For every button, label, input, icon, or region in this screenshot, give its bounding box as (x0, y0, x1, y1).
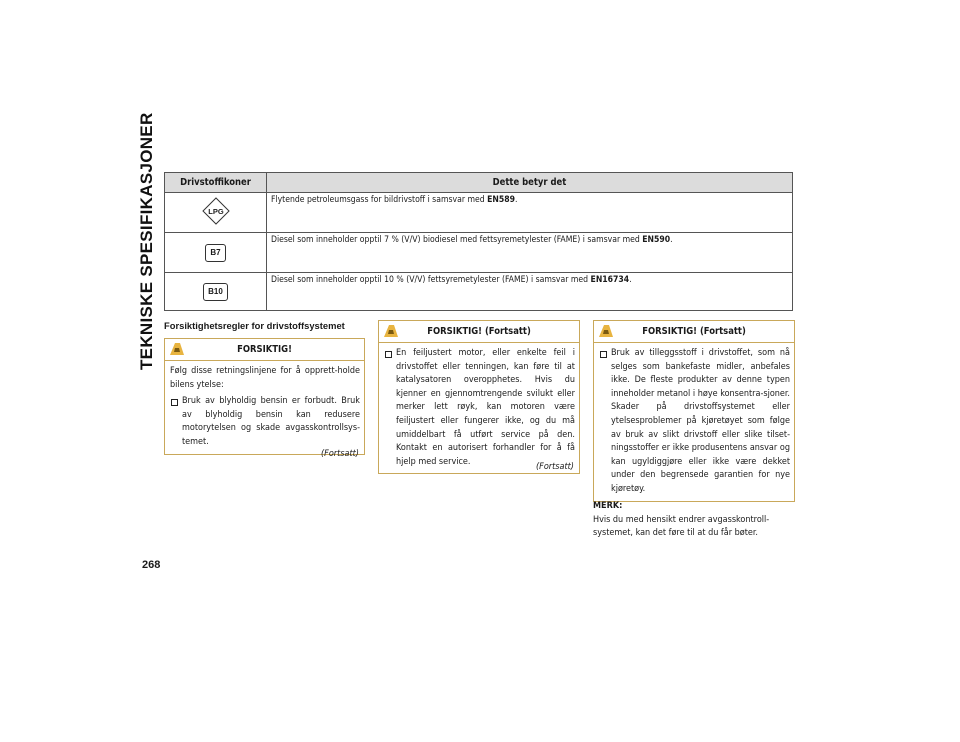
warning-car-icon (169, 342, 185, 356)
fuel-description-suffix: . (515, 195, 518, 205)
note-text: Hvis du med hensikt endrer avgasskontroll-systemet, kan det føre til at du får bøter. (593, 514, 770, 539)
fuel-icon-cell (165, 193, 267, 233)
caution-body (165, 361, 364, 454)
fuel-description (267, 233, 793, 273)
lpg-icon-label: LPG (207, 207, 224, 216)
fuel-description-suffix: . (670, 235, 673, 245)
continued-label: (Fortsatt) (321, 449, 359, 459)
caution-header (379, 321, 579, 343)
table-header-meaning: Dette betyr det (267, 173, 793, 193)
fuel-description-text: Diesel som inneholder opptil 10 % (V/V) fettsyremetylester (FAME) i samsvar med (271, 275, 591, 285)
table-header-row (165, 173, 793, 193)
fuel-description-text: Diesel som inneholder opptil 7 % (V/V) biodiesel med fettsyremetylester (FAME) i samsvar med (271, 235, 643, 245)
caution-body (594, 343, 794, 501)
table-header-icons: Drivstoffikoner (165, 173, 267, 193)
fuel-standard: EN16734 (590, 275, 630, 285)
caution-bullet-text: En feiljustert motor, eller enkelte feil i drivstoffet eller tenningen, kan føre til at katalysatoren overopphetes. Hvis du kjenner en gjennomtrengende svilukt eller merker lett røyk, kan motoren være feiljustert eller fungerer ikke, og du må umiddelbart få utført service på den. Kontakt en autorisert forhandler for å få hjelp med service. (396, 348, 575, 467)
page-number: 268 (142, 559, 161, 571)
table-row (165, 233, 793, 273)
continued-label: (Fortsatt) (536, 462, 574, 472)
fuel-description (267, 273, 793, 311)
table-row (165, 273, 793, 311)
caution-box-3 (593, 320, 795, 502)
fuel-description (267, 193, 793, 233)
caution-body (379, 343, 579, 473)
fuel-icon-cell (165, 233, 267, 273)
bullet-box-icon (600, 351, 607, 358)
caution-bullet (384, 347, 575, 469)
fuel-icon-cell (165, 273, 267, 311)
caution-bullet (599, 347, 790, 497)
note-title: MERK: (593, 501, 623, 511)
caution-title: FORSIKTIG! (Fortsatt) (427, 326, 531, 337)
caution-bullet-text: Bruk av blyholdig bensin er forbudt. Bruk av blyholdig bensin kan redusere motorytelsen og skade avgasskontrollsys-temet. (182, 396, 360, 447)
lpg-diamond-icon (202, 197, 230, 225)
table-row (165, 193, 793, 233)
caution-title: FORSIKTIG! (Fortsatt) (642, 326, 746, 337)
section-heading: Forsiktighetsregler for drivstoffsystemet (164, 320, 345, 331)
fuel-standard: EN590 (642, 235, 671, 245)
bullet-box-icon (385, 351, 392, 358)
bullet-box-icon (171, 399, 178, 406)
note-block (593, 500, 793, 541)
b10-fuel-icon: B10 (203, 283, 228, 301)
section-side-title: TEKNISKE SPESIFIKASJONER (137, 112, 156, 370)
caution-bullet (170, 395, 360, 449)
fuel-icons-table (164, 172, 793, 311)
fuel-description-suffix: . (629, 275, 632, 285)
warning-car-icon (383, 324, 399, 338)
caution-title: FORSIKTIG! (237, 344, 292, 355)
caution-header (165, 339, 364, 361)
fuel-standard: EN589 (487, 195, 516, 205)
caution-intro: Følg disse retningslinjene for å opprett-holde bilens ytelse: (170, 366, 360, 390)
b7-fuel-icon: B7 (205, 244, 225, 262)
warning-car-icon (598, 324, 614, 338)
caution-box-1 (164, 338, 365, 455)
caution-bullet-text: Bruk av tilleggsstoff i drivstoffet, som nå selges som bankefaste midler, anbefales ikke. De fleste produkter av denne typen inneholder metanol i høye konsentra-sjoner. Skader på drivstoffsystemet eller ytelsesproblemer på kjøretøyet som følge av bruk av slikt drivstoff eller slike tilset-ningsstoffer er ikke produsentens ansvar og kan ugyldiggjøre eller ikke være dekket under den begrensede garantien for nye kjøretøy. (611, 348, 790, 494)
caution-box-2 (378, 320, 580, 474)
caution-header (594, 321, 794, 343)
fuel-description-text: Flytende petroleumsgass for bildrivstoff i samsvar med (271, 195, 488, 205)
